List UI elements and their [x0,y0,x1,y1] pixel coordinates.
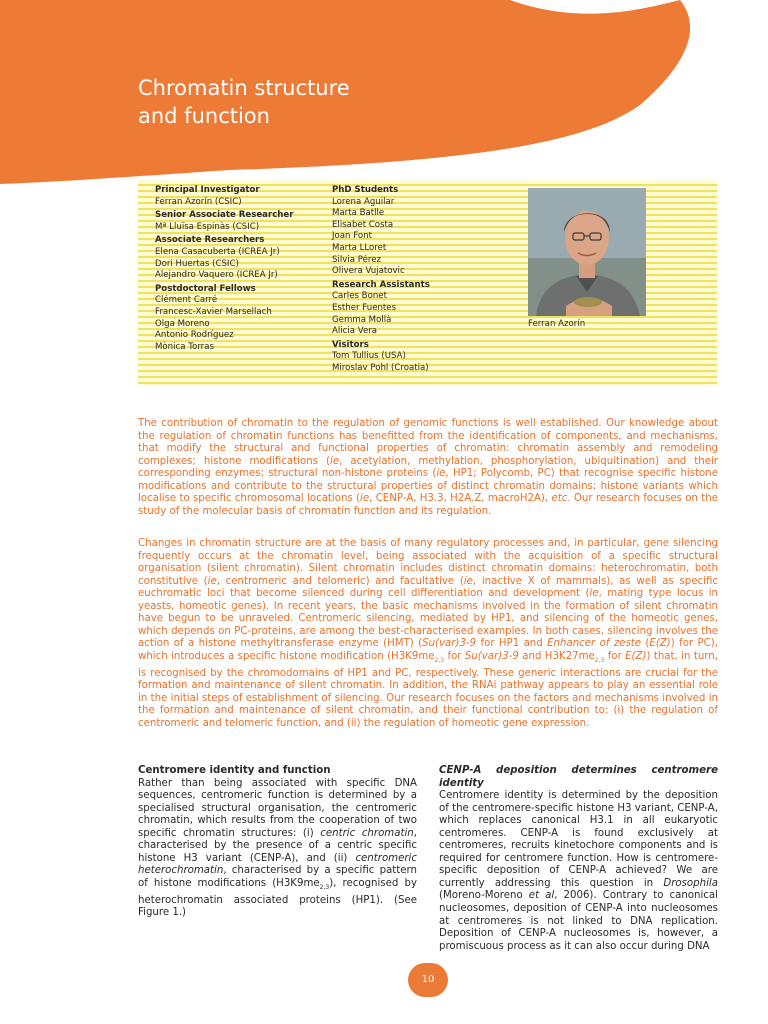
staff-name: Miroslav Pohl (Croatia) [332,362,429,373]
staff-name: Mònica Torras [155,341,214,352]
staff-name: Antonio Rodríguez [155,330,234,341]
header-banner [0,0,768,200]
staff-name: Esther Fuentes [332,302,397,313]
staff-name: Carles Bonet [332,291,387,302]
staff-name: Dori Huertas (CSIC) [155,258,239,269]
staff-name: Alejandro Vaquero (ICREA Jr) [155,270,278,281]
portrait-photo [528,188,646,316]
staff-name: Marta Batlle [332,208,385,219]
group-heading: Postdoctoral Fellows [155,283,256,294]
section-body: Centromere identity is determined by the deposition of the centromere-specific histone H3 variant, CENP-A, which replaces canonical H3.1 in all eukaryotic centromeres. CENP-A is found exclusively at centromeres, recruits kinetochore components and is required for centromere function. How is centromere-specific deposition of CENP-A achieved? We are currently addressing this question in Drosophila (Moreno-Moreno et al, 2006). Contrary to canonical nucleosomes, deposition of CENP-A into nucleosomes at centromeres is not linked to DNA replication. Deposition of CENP-A nucleosomes is, however, a promiscuous process as it can also occur during DNA [439,790,719,952]
section-heading: CENP-A deposition determines centromere identity [439,765,718,789]
group-heading: Visitors [332,339,369,350]
staff-name: Olivera Vujatovic [332,266,405,277]
group-heading: Research Assistants [332,279,430,290]
staff-group [155,210,331,233]
staff-name: Silvia Pérez [332,254,382,265]
staff-name: Joan Font [332,231,372,242]
silencing-paragraph: Changes in chromatin structure are at the basis of many regulatory processes and, in particular, gene silencing frequently occurs at the chromatin level, being associated with the acquisition of a specific structural organisation (silent chromatin). Silent chromatin includes distinct chromatin domains: heterochromatin, both constitutive (ie, centromeric and telomeric) and facultative (ie, inactive X of mammals), as well as specific euchromatic loci that become silenced during cell differentiation and development (ie, mating type locus in yeasts, homeotic genes). In recent years, the basic mechanisms involved in the formation of silent chromatin have begun to be unraveled. Centromeric silencing, mediated by HP1, and silencing of the homeotic genes, which depends on PC-proteins, are among the best-characterised examples. In both cases, silencing involves the action of a histone methyltransferase enzyme (HMT) (Su(var)3-9 for HP1 and Enhancer of zeste (E(Z)) for PC), which introduces a specific histone modification ($H3K9me_{2,3}$ for Su(var)3-9 and $H3K27me_{2,3}$ for E(Z)) that, in turn, is recognised by the chromodomains of HP1 and PC, respectively. These generic interactions are crucial for the formation and maintenance of silent chromatin. In addition, the RNAi pathway appears to play an essential role in the initial steps of establishment of silencing. Our research focuses on the factors and mechanisms involved in the formation and maintenance of silent chromatin, and their functional contribution to: (i) the regulation of centromeric and telomeric function, and (ii) the regulation of homeotic gene expression. [138,538,718,729]
staff-panel [138,180,717,386]
staff-group [155,284,331,354]
staff-name: Clément Carré [155,295,218,306]
staff-name: Francesc-Xavier Marsellach [155,306,272,317]
staff-name: Marta LLoret [332,242,387,253]
group-heading: Senior Associate Researcher [155,210,294,221]
staff-name: Olga Moreno [155,318,210,329]
staff-name: Tom Tullius (USA) [332,351,406,362]
page-number: 10 [408,963,448,997]
page-title [138,74,350,130]
staff-name: Elisabet Costa [332,219,394,230]
staff-group [332,280,522,338]
staff-group [155,235,331,281]
title-line-1: Chromatin structure [138,76,350,100]
staff-name: Ferran Azorín (CSIC) [155,196,242,207]
group-heading: Associate Researchers [155,235,265,246]
staff-name: Elena Casacuberta (ICREA Jr) [155,246,280,257]
staff-group [155,185,331,208]
cenp-a-deposition-section [439,765,718,953]
section-heading: Centromere identity and function [138,765,331,776]
section-body: Rather than being associated with specific DNA sequences, centromeric function is determined by a specialised structural organisation, the centromeric chromatin, which results from the cooperation of two specific chromatin structures: (i) centric chromatin, characterised by the presence of a centric specific histone H3 variant (CENP-A), and (ii) centromeric heterochromatin, characterised by a specific pattern of histone modifications $(H3K9me_{2,3})$, recognised by heterochromatin associated proteins (HP1). (See Figure 1.) [138,777,417,919]
staff-name: Lorena Aguilar [332,196,395,207]
staff-name: Mª Lluïsa Espinàs (CSIC) [155,221,260,232]
staff-name: Gemma Mollà [332,314,392,325]
title-line-2: and function [138,104,270,128]
centromere-identity-section [138,765,417,920]
group-heading: Principal Investigator [155,185,260,195]
group-heading: PhD Students [332,185,399,195]
staff-group [332,185,522,278]
staff-column-2 [332,185,522,377]
photo-caption: Ferran Azorín [528,319,586,329]
staff-group [332,340,522,375]
intro-paragraph: The contribution of chromatin to the regulation of genomic functions is well established. Our knowledge about the regulation of chromatin functions has benefitted from the identification of components, and mechanisms, that modify the structural and functional properties of chromatin: chromatin assembly and remodeling complexes; histone modifications (ie, acetylation, methylation, phosphorylation, ubiquitination) and their corresponding enzymes; structural non-histone proteins (ie, HP1; Polycomb, PC) that recognise specific histone modifications and contribute to the structural properties of distinct chromatin domains; histone variants which localise to specific chromosomal locations (ie, CENP-A, H3.3, H2A.Z, macroH2A), etc. Our research focuses on the study of the molecular basis of chromatin function and its regulation. [138,418,719,517]
staff-name: Alicia Vera [332,326,378,337]
staff-column-1 [155,185,331,355]
